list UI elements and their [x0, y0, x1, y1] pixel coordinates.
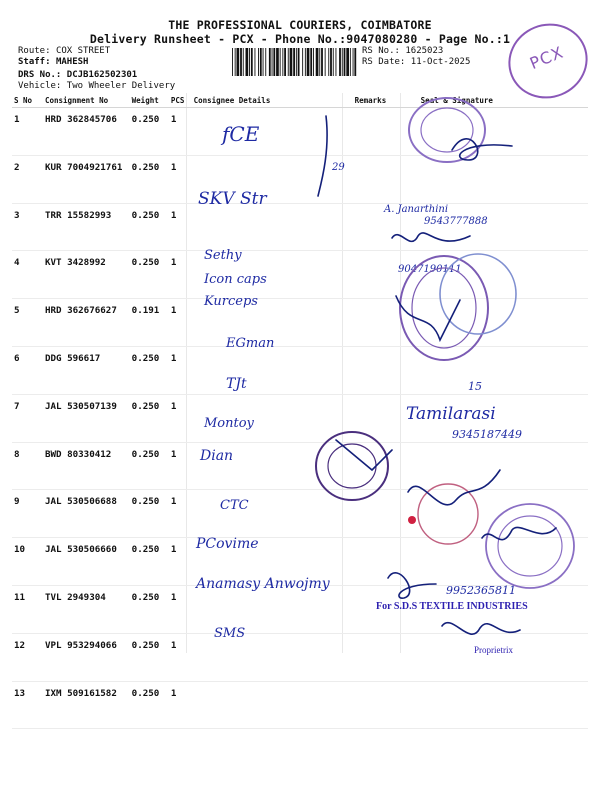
rs-no-line — [362, 46, 443, 56]
rs-date-value: 11-Oct-2025 — [410, 57, 471, 67]
table-row — [12, 203, 588, 251]
handwritten-note: 15 — [468, 380, 482, 393]
row-sno: 12 — [12, 633, 43, 681]
row-sno: 4 — [12, 251, 43, 299]
handwritten-note: 29 — [332, 162, 345, 173]
row-remarks — [353, 299, 419, 347]
receiver-phone: 9047190111 — [398, 264, 462, 275]
barcode-image — [232, 48, 358, 76]
row-seal-signature — [419, 442, 588, 490]
row-sno: 8 — [12, 442, 43, 490]
row-remarks — [353, 155, 419, 203]
row-remarks — [353, 108, 419, 156]
row-seal-signature — [419, 538, 588, 586]
row-sno: 6 — [12, 346, 43, 394]
row-pcs: 1 — [169, 346, 192, 394]
vehicle-line — [18, 81, 175, 91]
row-remarks — [353, 490, 419, 538]
receiver-name: A. Janarthini — [384, 204, 449, 215]
row-pcs: 1 — [169, 299, 192, 347]
row-pcs: 1 — [169, 538, 192, 586]
pcx-stamp-text: PCX — [527, 42, 567, 74]
row-seal-signature — [419, 155, 588, 203]
row-weight: 0.250 — [130, 346, 169, 394]
row-consignee-details — [192, 203, 353, 251]
route-value: COX STREET — [55, 46, 111, 56]
handwritten-detail: SKV Str — [198, 189, 267, 209]
table-row — [12, 155, 588, 203]
row-pcs: 1 — [169, 108, 192, 156]
row-pcs: 1 — [169, 490, 192, 538]
row-weight: 0.250 — [130, 585, 169, 633]
row-consignment-no: DDG 596617 — [43, 346, 130, 394]
row-seal-signature — [419, 108, 588, 156]
row-sno: 3 — [12, 203, 43, 251]
row-consignment-no: HRD 362676627 — [43, 299, 130, 347]
receiver-phone: 9952365811 — [446, 584, 516, 597]
row-sno: 1 — [12, 108, 43, 156]
row-weight: 0.250 — [130, 394, 169, 442]
row-seal-signature — [419, 346, 588, 394]
handwritten-detail: Sethy — [204, 248, 242, 263]
col-pcs: PCS — [169, 93, 192, 108]
row-consignment-no: IXM 509161582 — [43, 681, 130, 729]
row-weight: 0.250 — [130, 251, 169, 299]
handwritten-detail: Dian — [200, 448, 234, 464]
row-pcs: 1 — [169, 585, 192, 633]
row-pcs: 1 — [169, 394, 192, 442]
row-sno: 10 — [12, 538, 43, 586]
handwritten-detail: Kurceps — [204, 294, 258, 309]
col-remarks: Remarks — [353, 93, 419, 108]
row-remarks — [353, 681, 419, 729]
row-seal-signature — [419, 490, 588, 538]
row-pcs: 1 — [169, 681, 192, 729]
table-row — [12, 108, 588, 156]
row-sno: 2 — [12, 155, 43, 203]
row-consignee-details — [192, 108, 353, 156]
row-remarks — [353, 538, 419, 586]
textile-company-stamp: For S.D.S TEXTILE INDUSTRIES — [376, 601, 528, 612]
row-consignment-no: HRD 362845706 — [43, 108, 130, 156]
col-seal: Seal & Signature — [419, 93, 588, 108]
table-header-row — [12, 93, 588, 108]
row-weight: 0.250 — [130, 633, 169, 681]
table-row — [12, 299, 588, 347]
col-weight: Weight — [130, 93, 169, 108]
col-consignee: Consignee Details — [192, 93, 353, 108]
table-row — [12, 490, 588, 538]
row-weight: 0.250 — [130, 490, 169, 538]
row-weight: 0.191 — [130, 299, 169, 347]
rs-no-label: RS No.: — [362, 46, 400, 56]
handwritten-detail: TJt — [226, 376, 247, 392]
vehicle-value: Two Wheeler Delivery — [66, 81, 176, 91]
row-remarks — [353, 346, 419, 394]
row-consignee-details — [192, 490, 353, 538]
drs-line — [18, 70, 137, 80]
row-weight: 0.250 — [130, 203, 169, 251]
row-seal-signature — [419, 633, 588, 681]
col-consignment: Consignment No — [43, 93, 130, 108]
row-sno: 13 — [12, 681, 43, 729]
handwritten-detail: EGman — [226, 336, 275, 351]
receiver-phone: 9543777888 — [424, 216, 488, 227]
row-pcs: 1 — [169, 155, 192, 203]
row-sno: 7 — [12, 394, 43, 442]
row-consignment-no: TVL 2949304 — [43, 585, 130, 633]
drs-value: DCJB162502301 — [66, 70, 138, 80]
consignment-table — [12, 93, 588, 729]
table-row — [12, 442, 588, 490]
handwritten-detail: Icon caps — [204, 272, 267, 287]
company-title: THE PROFESSIONAL COURIERS, COIMBATORE — [168, 18, 432, 32]
row-consignee-details — [192, 346, 353, 394]
row-pcs: 1 — [169, 251, 192, 299]
row-weight: 0.250 — [130, 538, 169, 586]
row-sno: 9 — [12, 490, 43, 538]
rs-date-label: RS Date: — [362, 57, 406, 67]
handwritten-detail: Montoy — [204, 416, 254, 431]
handwritten-detail: SMS — [214, 626, 246, 641]
rs-no-value: 1625023 — [405, 46, 444, 56]
row-consignee-details — [192, 681, 353, 729]
row-pcs: 1 — [169, 442, 192, 490]
receiver-name: Tamilarasi — [406, 404, 496, 424]
handwritten-detail: fCE — [222, 122, 260, 146]
staff-value: MAHESH — [55, 57, 89, 67]
row-remarks — [353, 633, 419, 681]
row-sno: 11 — [12, 585, 43, 633]
row-weight: 0.250 — [130, 108, 169, 156]
table-row — [12, 681, 588, 729]
table-row — [12, 251, 588, 299]
col-sno: S No — [12, 93, 43, 108]
vehicle-label: Vehicle: — [18, 81, 62, 91]
row-remarks — [353, 442, 419, 490]
staff-label: Staff: — [18, 57, 51, 67]
handwritten-detail: CTC — [220, 498, 249, 513]
row-consignment-no: KVT 3428992 — [43, 251, 130, 299]
table-row — [12, 633, 588, 681]
runsheet-subtitle: Delivery Runsheet - PCX - Phone No.:9047080280 - Page No.:1 — [89, 32, 511, 46]
rs-date-line — [362, 57, 470, 67]
row-sno: 5 — [12, 299, 43, 347]
receiver-phone: 9345187449 — [452, 428, 522, 441]
row-weight: 0.250 — [130, 442, 169, 490]
proprietrix-stamp: Proprietrix — [474, 645, 513, 655]
handwritten-detail: Anamasy Anwojmy — [196, 576, 330, 592]
row-consignment-no: JAL 530506688 — [43, 490, 130, 538]
drs-label: DRS No.: — [18, 70, 62, 80]
row-weight: 0.250 — [130, 681, 169, 729]
table-row — [12, 346, 588, 394]
row-consignment-no: JAL 530507139 — [43, 394, 130, 442]
row-seal-signature — [419, 681, 588, 729]
row-weight: 0.250 — [130, 155, 169, 203]
row-consignment-no: TRR 15582993 — [43, 203, 130, 251]
staff-line — [18, 57, 88, 67]
row-consignment-no: BWD 80330412 — [43, 442, 130, 490]
route-label: Route: — [18, 46, 51, 56]
row-consignment-no: VPL 953294066 — [43, 633, 130, 681]
row-pcs: 1 — [169, 633, 192, 681]
handwritten-detail: PCovime — [196, 536, 259, 552]
row-consignment-no: KUR 7004921761 — [43, 155, 130, 203]
row-consignment-no: JAL 530506660 — [43, 538, 130, 586]
row-pcs: 1 — [169, 203, 192, 251]
row-seal-signature — [419, 299, 588, 347]
route-line — [18, 46, 110, 56]
